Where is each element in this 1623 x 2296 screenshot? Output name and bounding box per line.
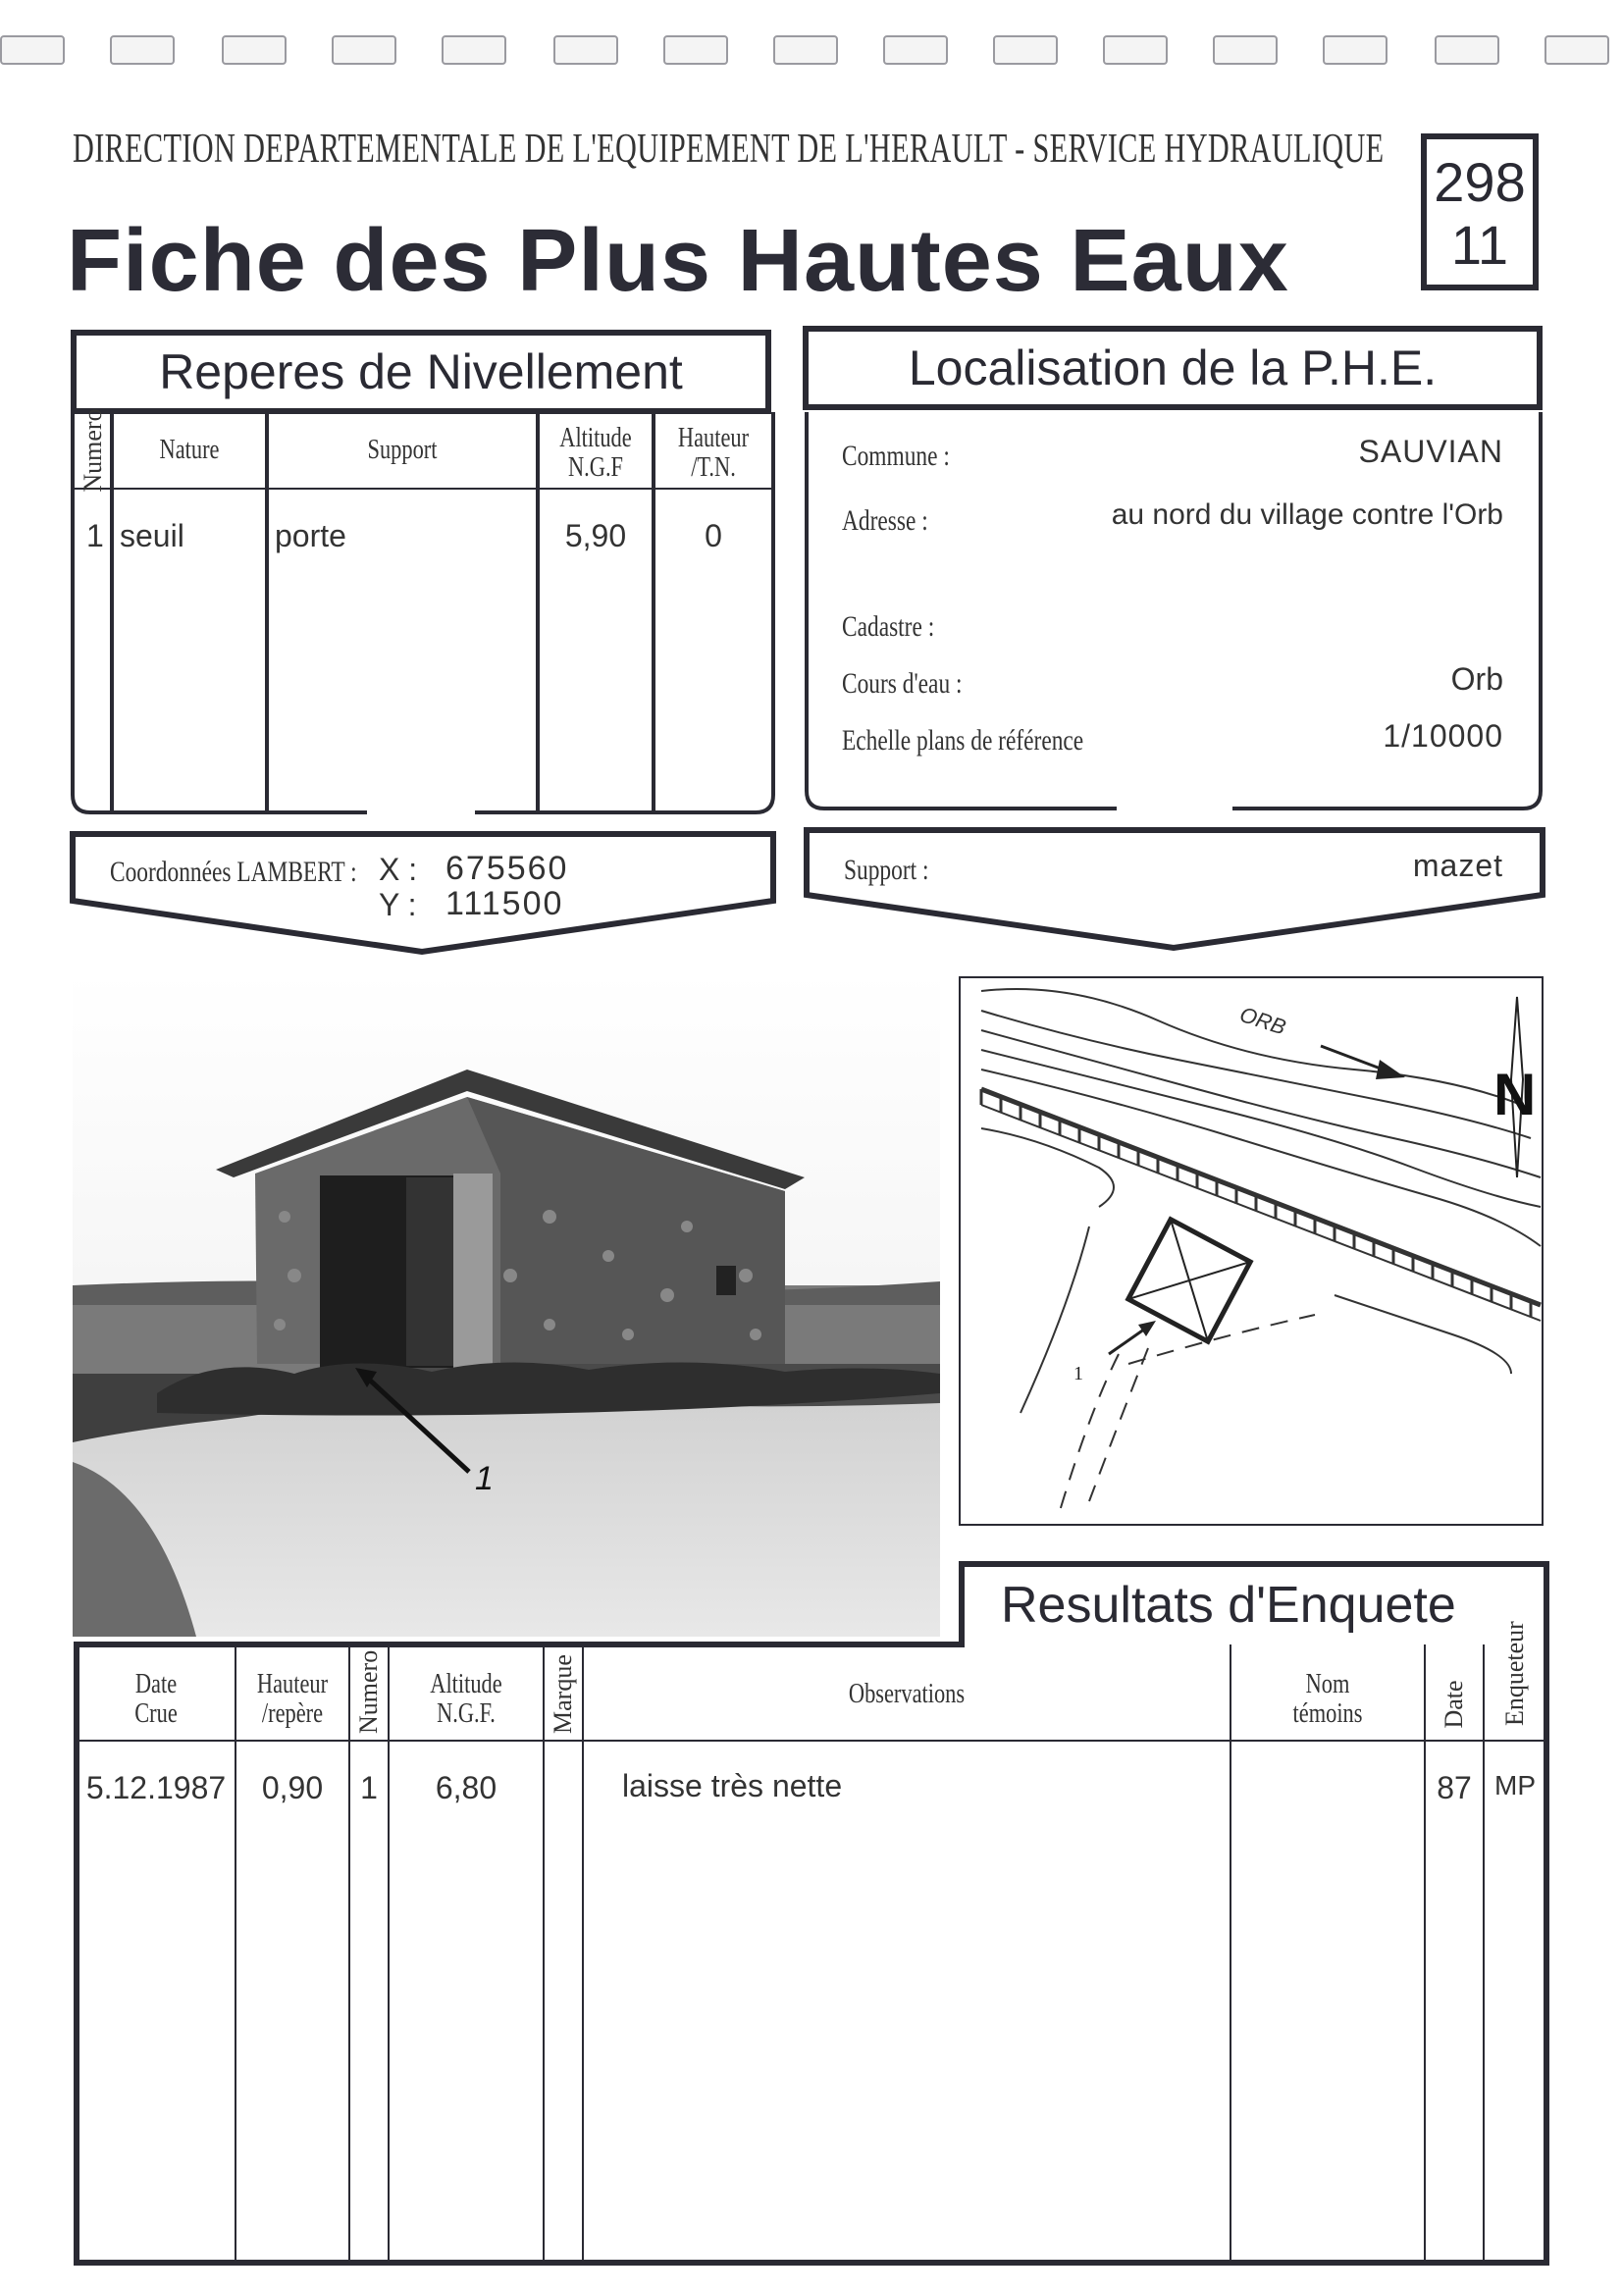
repere-altitude: 5,90 [564,518,627,553]
res-col-altitude [404,1670,528,1729]
repere-support: porte [275,518,346,553]
lambert-y-label: Y : [379,887,417,922]
col-altitude-line2: N.G.F [567,452,623,483]
res-col-date-crue-line1: Date [134,1669,178,1699]
res-row-numero: 1 [360,1770,378,1805]
res-col-marque: Marque [549,1654,577,1734]
department-heading: DIRECTION DEPARTEMENTALE DE L'EQUIPEMENT DE L'HERAULT - SERVICE HYDRAULIQUE [73,127,1385,172]
north-arrow-label: N [1493,1062,1537,1127]
sheet-id-bottom: 11 [1450,214,1509,276]
res-row-enqueteur: MP [1494,1770,1536,1800]
cours-value: Orb [1450,661,1503,697]
lambert-label: Coordonnées LAMBERT : [110,856,357,888]
col-support: Support [367,435,438,465]
echelle-value: 1/10000 [1383,718,1503,754]
res-row-altitude: 6,80 [435,1770,497,1805]
photo-marker-label: 1 [475,1460,494,1497]
reperes-heading: Reperes de Nivellement [71,330,771,414]
map-river-label: ORB [1236,1001,1289,1040]
res-col-hauteur-line1: Hauteur [256,1669,329,1699]
res-col-numero: Numero [354,1649,383,1734]
col-nature: Nature [159,435,220,465]
adresse-label: Adresse : [842,504,928,537]
res-col-hauteur-line2: /repère [261,1698,324,1729]
res-row-date: 87 [1437,1770,1472,1805]
commune-label: Commune : [842,440,950,472]
commune-value: SAUVIAN [1358,434,1503,469]
res-col-hauteur [247,1670,339,1729]
res-row-hauteur: 0,90 [261,1770,324,1805]
echelle-label: Echelle plans de référence [842,724,1084,757]
col-numero: Numero [79,408,107,493]
repere-nature: seuil [120,518,184,553]
page-title: Fiche des Plus Hautes Eaux [67,212,1289,310]
repere-hauteur: 0 [705,518,722,553]
res-col-nom-temoins [1250,1670,1405,1729]
lambert-x-label: X : [379,852,418,887]
res-col-nom-line2: témoins [1292,1698,1363,1729]
res-col-enqueteur: Enqueteur [1500,1621,1529,1726]
cadastre-label: Cadastre : [842,610,935,643]
map-marker-label: 1 [1073,1363,1083,1384]
support-value: mazet [1412,848,1503,883]
sheet-id-top: 298 [1434,151,1526,213]
res-col-date: Date [1440,1680,1468,1729]
localisation-heading: Localisation de la P.H.E. [803,326,1543,410]
repere-numero: 1 [86,518,104,553]
lambert-x-value: 675560 [445,850,569,887]
res-row-date-crue: 5.12.1987 [85,1770,227,1805]
col-hauteur-line2: /T.N. [691,452,736,483]
res-col-altitude-line1: Altitude [430,1669,502,1699]
res-col-altitude-line2: N.G.F. [437,1698,496,1729]
res-col-date-crue [92,1670,220,1729]
col-altitude-line1: Altitude [559,423,632,453]
res-col-nom-line1: Nom [1305,1669,1350,1699]
cours-label: Cours d'eau : [842,667,963,700]
col-hauteur-line1: Hauteur [677,423,750,453]
adresse-value: au nord du village contre l'Orb [1111,498,1503,531]
lambert-y-value: 111500 [445,885,564,922]
res-col-observations: Observations [848,1679,966,1709]
support-label: Support : [844,854,929,886]
res-row-observations: laisse très nette [622,1768,843,1803]
resultats-heading: Resultats d'Enquete [1001,1577,1456,1634]
res-col-date-crue-line2: Crue [134,1698,178,1729]
